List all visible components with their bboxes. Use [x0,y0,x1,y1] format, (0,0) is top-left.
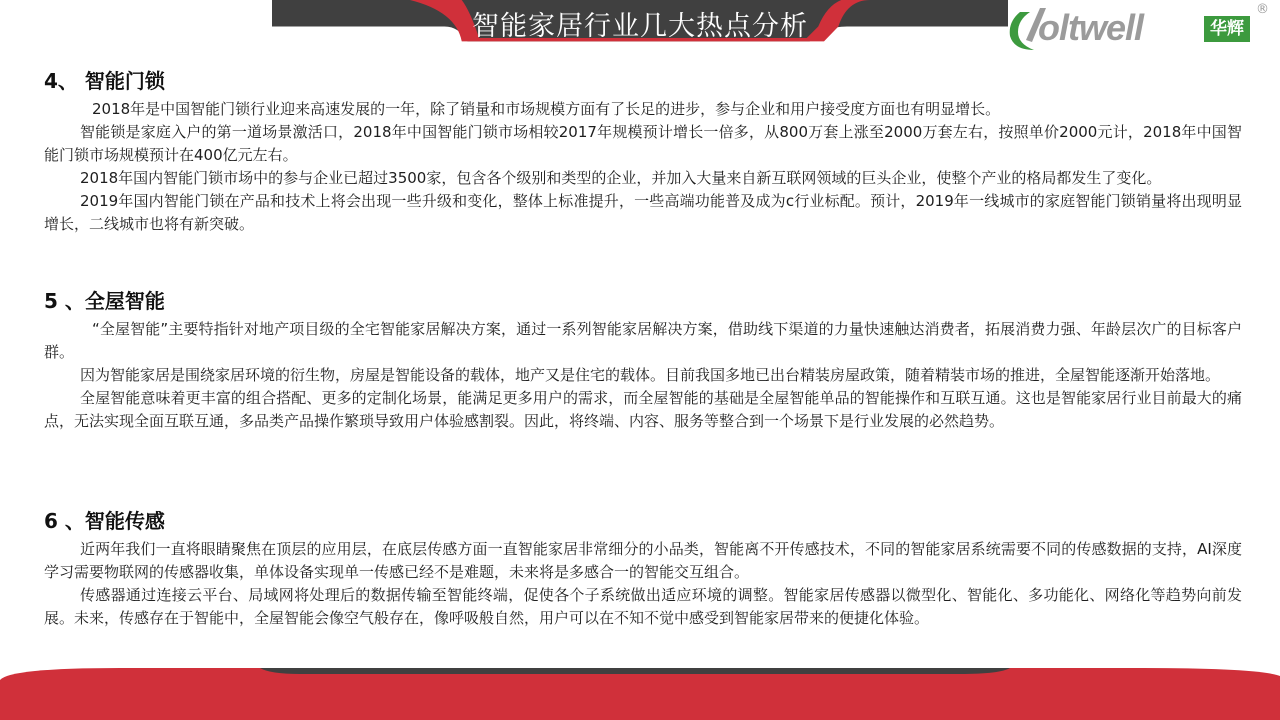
section-heading: 5 、全屋智能 [44,289,165,313]
section-heading: 4、 智能门锁 [44,69,165,93]
section-smart-lock [44,66,1242,236]
paragraph: 2018年是中国智能门锁行业迎来高速发展的一年，除了销量和市场规模方面有了长足的进步，参与企业和用户接受度方面也有明显增长。 [92,100,1001,118]
paragraph: 近两年我们一直将眼睛聚焦在顶层的应用层，在底层传感方面一直智能家居非常细分的小品类，智能离不开传感技术，不同的智能家居系统需要不同的传感数据的支持，AI深度学习需要物联网的传感器收集，单体设备实现单一传感已经不是难题，未来将是多感合一的智能交互组合。 [44,540,1242,581]
section-heading: 6 、智能传感 [44,509,165,533]
paragraph: 2018年国内智能门锁市场中的参与企业已超过3500家，包含各个级别和类型的企业，并加入大量来自新互联网领域的巨头企业，使整个产业的格局都发生了变化。 [80,169,1162,187]
section-smart-sensing [44,506,1242,630]
logo-wordmark: oltwell [1038,7,1144,48]
registered-mark: ® [1256,2,1269,17]
paragraph: 2019年国内智能门锁在产品和技术上将会出现一些升级和变化，整体上标准提升，一些高端功能普及成为c行业标配。预计，2019年一线城市的家庭智能门锁销量将出现明显增长，二线城市也将有新突破。 [44,192,1242,233]
logo-badge: 华辉 [1204,16,1250,42]
paragraph: “全屋智能”主要特指针对地产项目级的全宅智能家居解决方案，通过一系列智能家居解决方案，借助线下渠道的力量快速触达消费者，拓展消费力强、年龄层次广的目标客户群。 [44,320,1242,361]
paragraph: 因为智能家居是围绕家居环境的衍生物，房屋是智能设备的载体，地产又是住宅的载体。目前我国多地已出台精装房屋政策，随着精装市场的推进，全屋智能逐渐开始落地。 [80,366,1221,384]
footer-band [0,668,1280,720]
paragraph: 全屋智能意味着更丰富的组合搭配、更多的定制化场景，能满足更多用户的需求，而全屋智能的基础是全屋智能单品的智能操作和互联互通。这也是智能家居行业目前最大的痛点，无法实现全面互联互通，多品类产品操作繁琐导致用户体验感割裂。因此，将终端、内容、服务等整合到一个场景下是行业发展的必然趋势。 [44,389,1242,430]
paragraph: 传感器通过连接云平台、局域网将处理后的数据传输至智能终端，促使各个子系统做出适应环境的调整。智能家居传感器以微型化、智能化、多功能化、网络化等趋势向前发展。未来，传感存在于智能中，全屋智能会像空气般存在，像呼吸般自然，用户可以在不知不觉中感受到智能家居带来的便捷化体验。 [44,586,1242,627]
page-title: 智能家居行业几大热点分析 [472,11,808,42]
paragraph: 智能锁是家庭入户的第一道场景激活口，2018年中国智能门锁市场相较2017年规模预计增长一倍多，从800万套上涨至2000万套左右，按照单价2000元计，2018年中国智能门锁市场规模预计在400亿元左右。 [44,123,1242,164]
section-whole-house [44,286,1242,433]
